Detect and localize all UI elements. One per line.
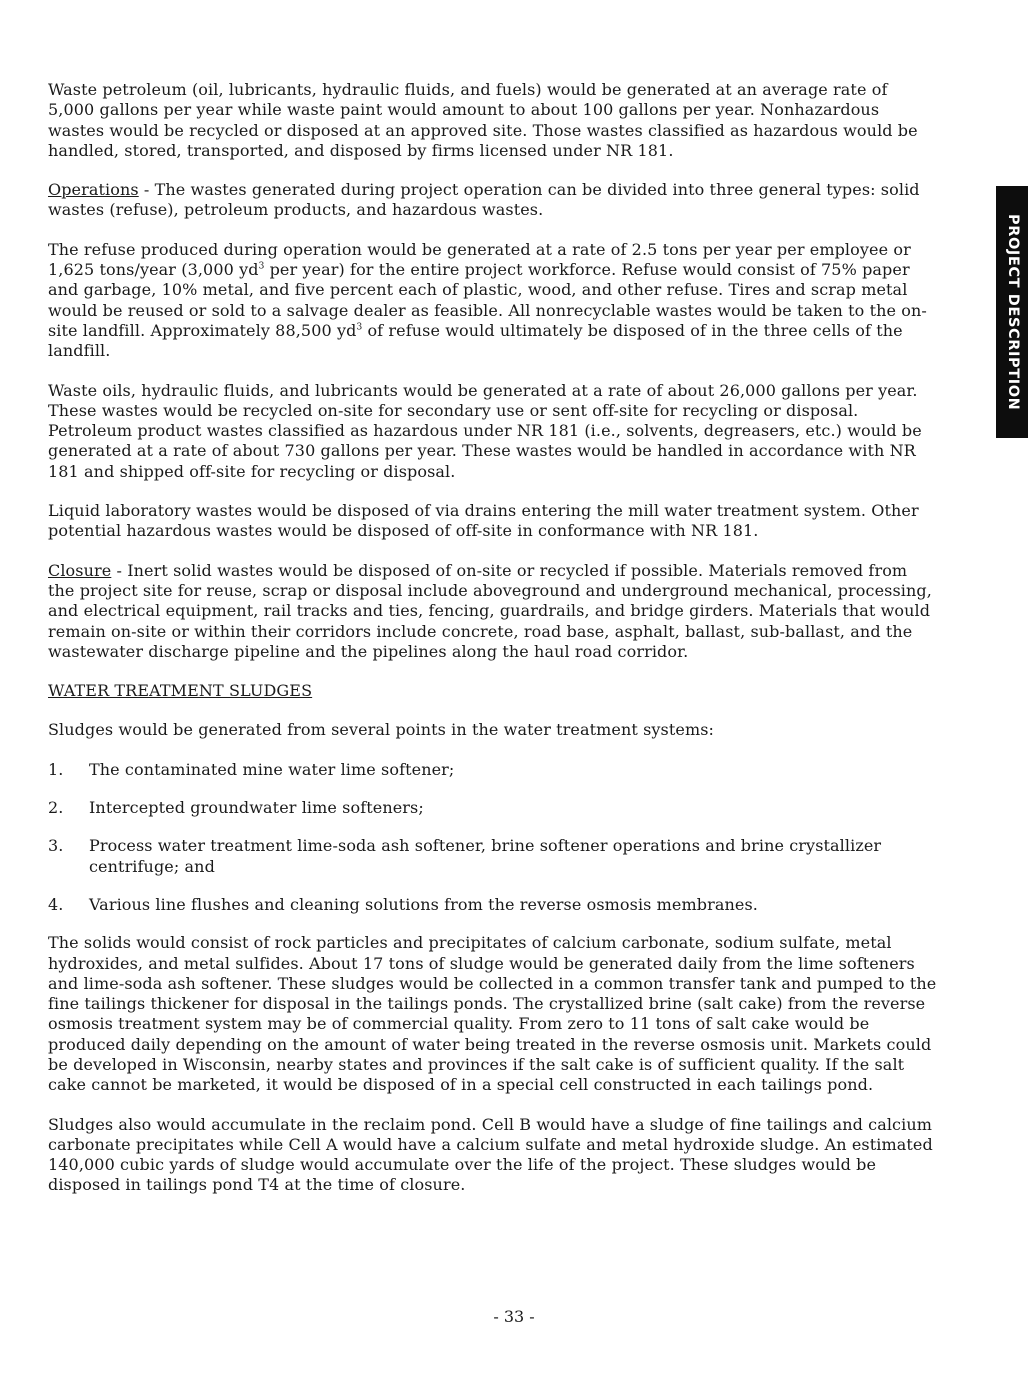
page-number: - 33 - bbox=[493, 1307, 535, 1326]
list-number: 1. bbox=[48, 759, 64, 779]
refuse-text-b: per year) for the entire project workforce. Refuse would consist of 75% paper and garbage, 10% metal, and five percent each of plastic, wood, and other refuse. Tires and scrap metal would be reused or sold to a salvage dealer as feasible. All nonrecyclable wastes would be taken to the on-site landfill. Approximately 88,500 yd bbox=[48, 260, 927, 340]
paragraph-closure bbox=[48, 561, 938, 662]
list-text: The contaminated mine water lime softener; bbox=[89, 759, 455, 779]
list-number: 2. bbox=[48, 798, 64, 818]
paragraph-sludges-intro: Sludges would be generated from several points in the water treatment systems: bbox=[48, 720, 715, 740]
list-item bbox=[48, 798, 938, 818]
closure-text: - Inert solid wastes would be disposed of on-site or recycled if possible. Materials removed from the project site for reuse, scrap or disposal include aboveground and underground mechanical, processing, and electrical equipment, rail tracks and ties, fencing, guardrails, and bridge girders. Materials that would remain on-site or within their corridors include concrete, road base, asphalt, ballast, sub-ballast, and the wastewater discharge pipeline and the pipelines along the haul road corridor. bbox=[48, 560, 932, 661]
paragraph-reclaim-pond: Sludges also would accumulate in the reclaim pond. Cell B would have a sludge of fine tailings and calcium carbonate precipitates while Cell A would have a calcium sulfate and metal hydroxide sludge. An estimated 140,000 cubic yards of sludge would accumulate over the life of the project. These sludges would be disposed in tailings pond T4 at the time of closure. bbox=[48, 1114, 933, 1195]
paragraph-laboratory-wastes: Liquid laboratory wastes would be disposed of via drains entering the mill water treatment system. Other potential hazardous wastes would be disposed of off-site in conformance with NR 181. bbox=[48, 501, 919, 541]
list-text: Intercepted groundwater lime softeners; bbox=[89, 798, 424, 818]
section-tab bbox=[996, 186, 1028, 438]
paragraph-operations bbox=[48, 180, 938, 221]
list-item bbox=[48, 760, 938, 780]
refuse-text-a: The refuse produced during operation would be generated at a rate of 2.5 tons per year per employee or 1,625 tons/year (3,000 yd bbox=[48, 239, 911, 280]
list-item bbox=[48, 836, 938, 877]
sludge-source-list bbox=[48, 760, 938, 915]
operations-text: - The wastes generated during project operation can be divided into three general types: solid wastes (refuse), petroleum products, and hazardous wastes. bbox=[48, 180, 920, 220]
paragraph-waste-oils: Waste oils, hydraulic fluids, and lubricants would be generated at a rate of about 26,000 gallons per year. These wastes would be recycled on-site for secondary use or sent off-site for recycling or disposal. Petroleum product wastes classified as hazardous under NR 181 (i.e., solvents, degreasers, etc.) would be generated at a rate of about 730 gallons per year. These wastes would be handled in accordance with NR 181 and shipped off-site for recycling or disposal. bbox=[48, 380, 922, 481]
page-body bbox=[48, 80, 938, 1215]
superscript: 3 bbox=[356, 322, 363, 333]
paragraph-refuse bbox=[48, 240, 938, 362]
paragraph-solids: The solids would consist of rock particles and precipitates of calcium carbonate, sodium sulfate, metal hydroxides, and metal sulfides. About 17 tons of sludge would be generated daily from the lime softeners and lime-soda ash softener. These sludges would be collected in a common transfer tank and pumped to the fine tailings thickener for disposal in the tailings ponds. The crystallized brine (salt cake) from the reverse osmosis treatment system may be of commercial quality. From zero to 11 tons of salt cake would be produced daily depending on the amount of water being treated in the reverse osmosis unit. Markets could be developed in Wisconsin, nearby states and provinces if the salt cake is of sufficient quality. If the salt cake cannot be marketed, it would be disposed of in a special cell constructed in each tailings pond. bbox=[48, 933, 937, 1095]
closure-label: Closure bbox=[48, 560, 112, 580]
list-number: 4. bbox=[48, 894, 64, 914]
operations-label: Operations bbox=[48, 180, 139, 200]
superscript: 3 bbox=[258, 261, 265, 272]
refuse-text-c: of refuse would ultimately be disposed of in the three cells of the landfill. bbox=[48, 320, 903, 361]
list-number: 3. bbox=[48, 836, 64, 856]
list-text: Process water treatment lime-soda ash softener, brine softener operations and brine crystallizer centrifuge; and bbox=[89, 836, 882, 876]
paragraph-waste-petroleum: Waste petroleum (oil, lubricants, hydraulic fluids, and fuels) would be generated at an average rate of 5,000 gallons per year while waste paint would amount to about 100 gallons per year. Nonhazardous wastes would be recycled or disposed at an approved site. Those wastes classified as hazardous would be handled, stored, transported, and disposed by firms licensed under NR 181. bbox=[48, 80, 918, 160]
section-heading: WATER TREATMENT SLUDGES bbox=[48, 681, 313, 701]
list-item bbox=[48, 895, 938, 915]
list-text: Various line flushes and cleaning solutions from the reverse osmosis membranes. bbox=[89, 894, 758, 914]
section-tab-label: PROJECT DESCRIPTION bbox=[1005, 213, 1021, 411]
